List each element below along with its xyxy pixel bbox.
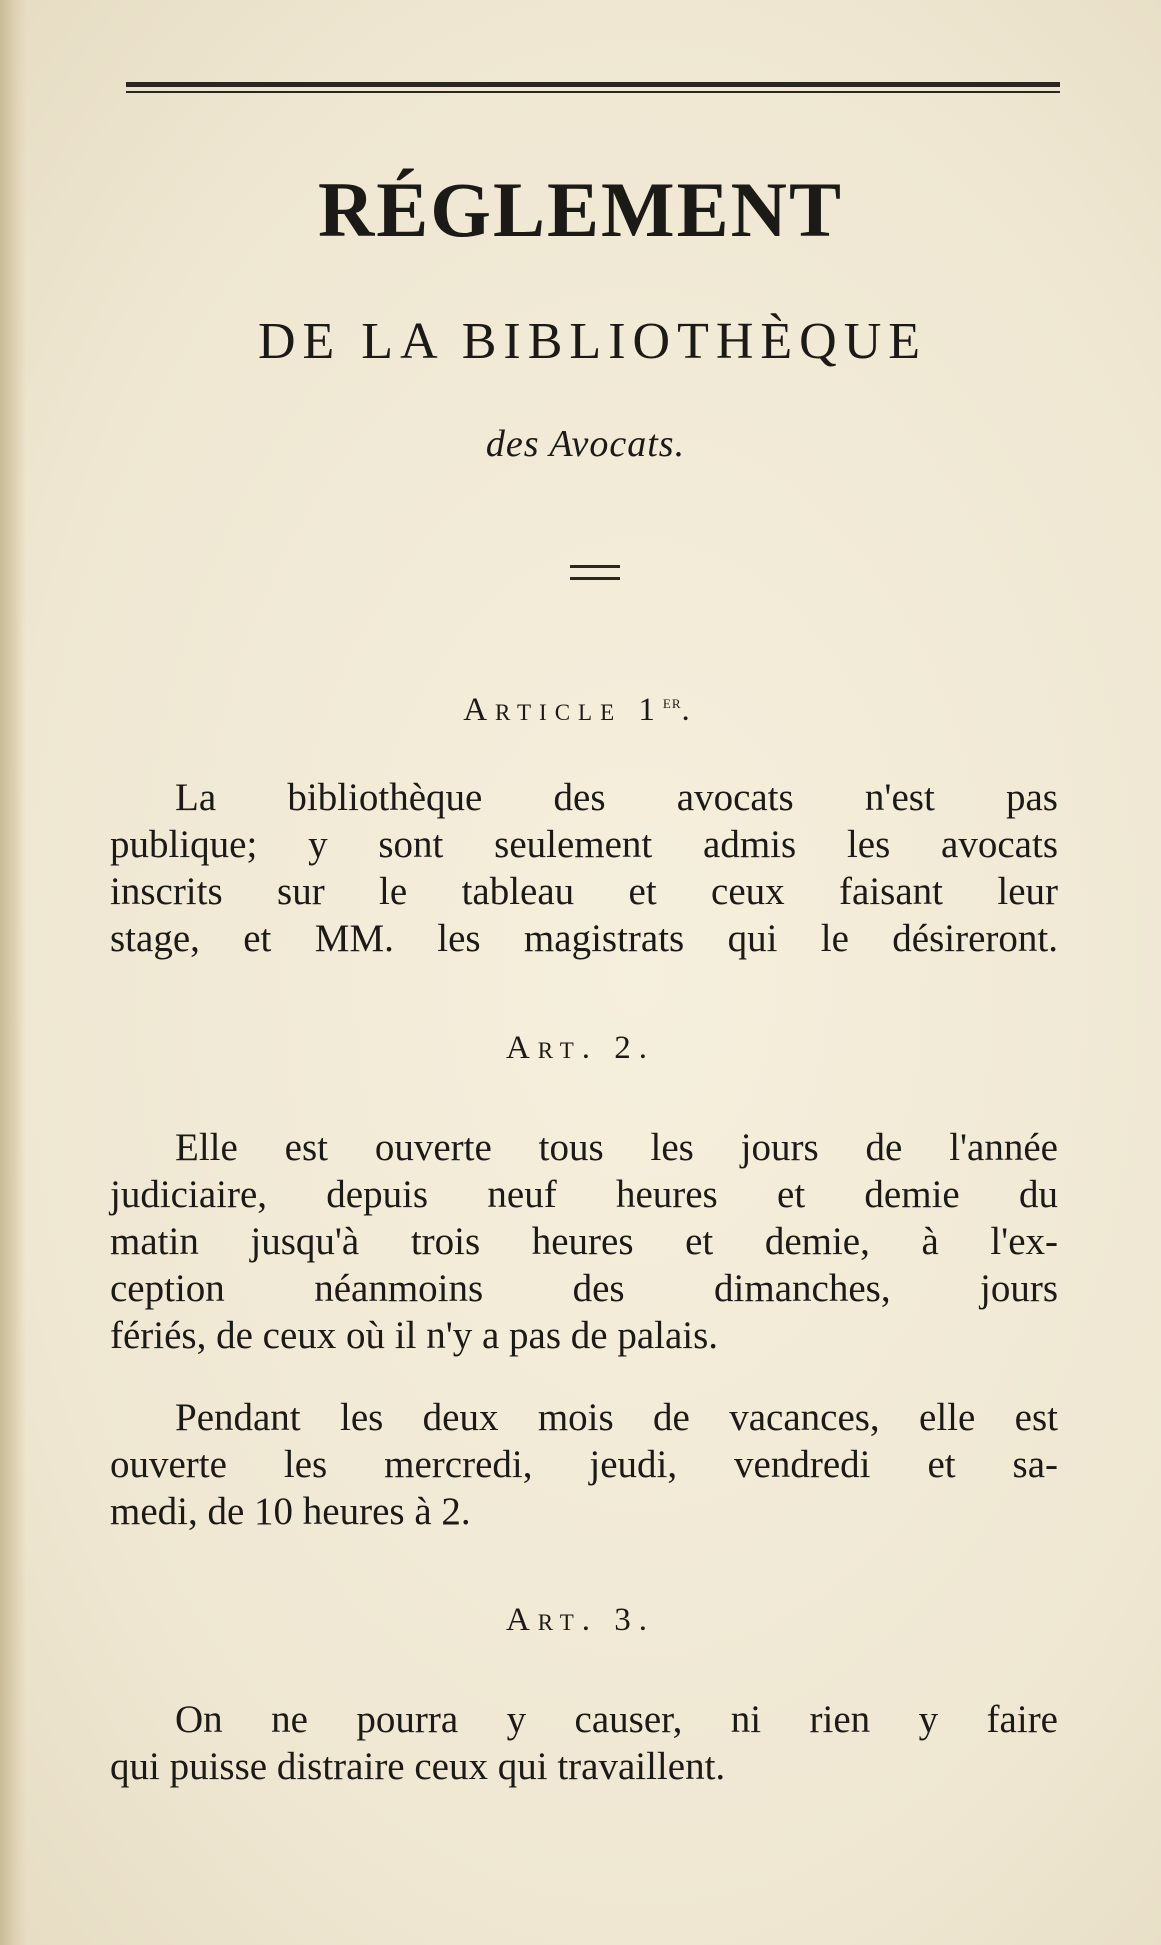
page-spine-shadow bbox=[0, 0, 26, 1945]
paragraph-line: La bibliothèque des avocats n'est pas bbox=[175, 776, 1058, 819]
paragraph-line: publique; y sont seulement admis les avocats bbox=[110, 823, 1058, 866]
paragraph-line: inscrits sur le tableau et ceux faisant leur bbox=[110, 870, 1058, 913]
paragraph-line: Pendant les deux mois de vacances, elle est bbox=[175, 1396, 1058, 1439]
page-title: RÉGLEMENT bbox=[317, 166, 844, 253]
article-1-heading: Article 1er. bbox=[463, 692, 698, 728]
paragraph-line: matin jusqu'à trois heures et demie, à l'ex- bbox=[110, 1220, 1058, 1263]
paragraph-line: judiciaire, depuis neuf heures et demie du bbox=[110, 1173, 1058, 1216]
paragraph-line: qui puisse distraire ceux qui travaillent. bbox=[110, 1745, 726, 1788]
paragraph-line: medi, de 10 heures à 2. bbox=[110, 1490, 471, 1533]
paragraph-line: Elle est ouverte tous les jours de l'année bbox=[175, 1126, 1058, 1169]
article-1-superscript: er bbox=[662, 692, 682, 712]
section-divider bbox=[570, 565, 620, 589]
paragraph-line: stage, et MM. les magistrats qui le désireront. bbox=[110, 917, 1058, 960]
page-subtitle: DE LA BIBLIOTHÈQUE bbox=[257, 313, 928, 370]
paragraph-line: ception néanmoins des dimanches, jours bbox=[110, 1267, 1058, 1310]
article-3-heading: Art. 3. bbox=[505, 1602, 656, 1638]
page-subsubtitle: des Avocats. bbox=[485, 423, 686, 465]
paragraph-line: fériés, de ceux où il n'y a pas de palais. bbox=[110, 1314, 719, 1357]
top-double-rule bbox=[126, 82, 1060, 93]
article-2-heading: Art. 2. bbox=[505, 1030, 656, 1066]
article-3-paragraph bbox=[110, 1696, 1058, 1790]
paragraph-line: ouverte les mercredi, jeudi, vendredi et sa- bbox=[110, 1443, 1058, 1486]
article-2-paragraph-2 bbox=[110, 1394, 1058, 1535]
article-2-paragraph-1 bbox=[110, 1124, 1058, 1359]
article-1-paragraph bbox=[110, 774, 1058, 962]
paragraph-line: On ne pourra y causer, ni rien y faire bbox=[175, 1698, 1058, 1741]
